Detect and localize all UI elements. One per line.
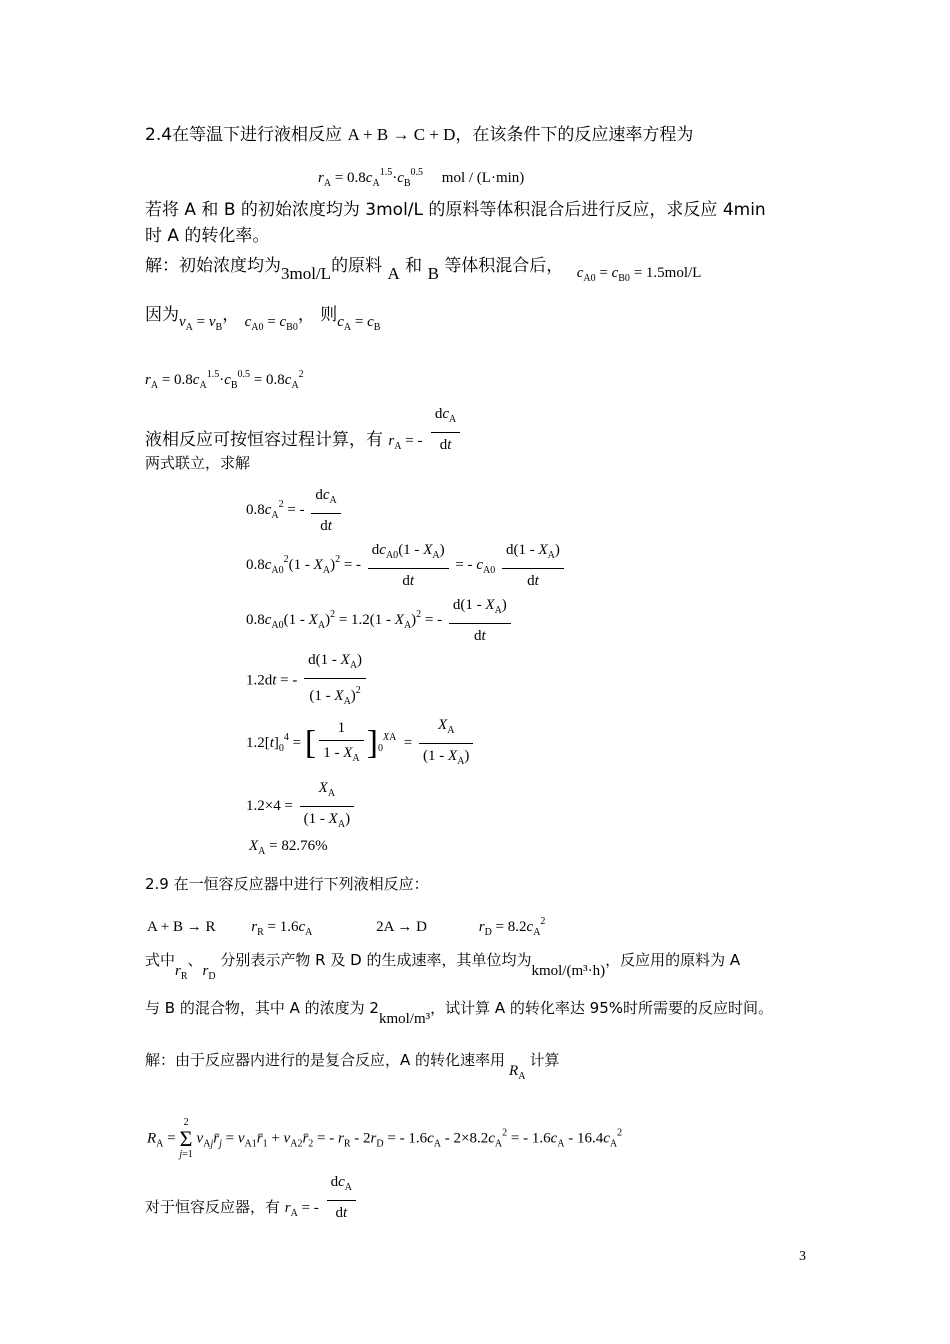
task-line-2: 时 A 的转化率。 — [145, 226, 270, 246]
definition-line: 式中$r_R$、$r_D$ 分别表示产物 R 及 D 的生成速率，其单位均为kmol/(m³·h)，反应用的原料为 A — [145, 951, 741, 982]
problem-2-9-heading — [145, 874, 429, 894]
rA-equation: $r_A = 0.8c_A^{1.5}\cdot c_B^{0.5} = 0.8c_A^2$ — [145, 369, 304, 391]
constant-volume-line: 对于恒容反应器，有 $r_A$ = - $\frac{dc_A}{dt}$ — [145, 1172, 359, 1218]
solution-line-1: 解：初始浓度均为3mol/L的原料 A 和 B 等体积混合后， $c_{A0} = c_{B0} = 1.5mol/L$ — [145, 256, 702, 284]
problem-2-4-heading — [145, 125, 693, 145]
task-line-1: 若将 A 和 B 的初始浓度均为 3mol/L 的原料等体积混合后进行反应，求反应 4min — [145, 200, 766, 220]
page-number: 3 — [799, 1249, 806, 1264]
derivation-step-5: $1.2[t]_0^4$ = [ $\frac{1}{1 - X_A}$ ]$_0^{XA}$ = $\frac{X_A}{(1 - X_A)}$ — [246, 715, 476, 772]
heading-text-3: 在一恒容反应器中进行下列液相反应： — [173, 875, 429, 893]
feed-line: 与 B 的混合物，其中 A 的浓度为 2kmol/m³，试计算 A 的转化率达 95%时所需要的反应时间。 — [145, 999, 774, 1027]
heading-text-2: ，在该条件下的反应速率方程为 — [455, 125, 694, 145]
reaction-equation: A + B → C + D — [347, 125, 456, 144]
RA-equation: $R_A$ = 2 Σ j=1 $\nu_{Aj}r̄_j$ = $\nu_{A1}r̄_1$ + $\nu_{A2}r̄_2$ = - $r_R - 2r_D$ = - $1.6c_A - 2\times 8.2c_A^2$ = - $1.6c_A - 16.4c_A^2$ — [147, 1117, 623, 1160]
because-line: 因为$\nu_A = \nu_B$， $c_{A0} = c_{B0}$， 则$c_A = c_B$ — [145, 305, 381, 333]
rate-equation: $r_A = 0.8c_A^{1.5}\cdot c_B^{0.5}$ mol / (L·min) — [318, 167, 525, 189]
liquid-phase-line: 液相反应可按恒容过程计算，有 $r_A$ = - $\frac{dc_A}{dt}$ — [145, 404, 463, 450]
derivation-step-2: $0.8c_{A0}^2(1 - X_A)^2$ = - $\frac{dc_{A0}(1 - X_A)}{dt}$ = - $c_{A0}$ $\frac{d(1 - X_A)}{dt}$ — [246, 540, 567, 591]
problem-number-2: 2.9 — [145, 875, 169, 893]
problem-number: 2.4 — [145, 125, 173, 145]
reactions-line: A + B → R $r_R = 1.6c_A$ 2A → D $r_D = 8.2c_A^2$ — [147, 916, 546, 938]
solution-line-2: 解：由于反应器内进行的是复合反应，A 的转化速率用$R_A$计算 — [145, 1051, 560, 1082]
derivation-step-4: 1.2dt = - $\frac{d(1 - X_A)}{(1 - X_A)^2}$ — [246, 650, 369, 712]
combine-text: 两式联立，求解 — [145, 454, 251, 472]
derivation-step-6: 1.2×4 = $\frac{X_A}{(1 - X_A)}$ — [246, 778, 357, 835]
final-answer: $X_A = 82.76\%$ — [249, 838, 328, 857]
heading-text: 在等温下进行液相反应 — [172, 125, 343, 145]
derivation-step-3: $0.8c_{A0}(1 - X_A)^2 = 1.2(1 - X_A)^2$ = - $\frac{d(1 - X_A)}{dt}$ — [246, 595, 514, 646]
derivation-step-1: $0.8c_A^2$ = - $\frac{dc_A}{dt}$ — [246, 485, 344, 536]
